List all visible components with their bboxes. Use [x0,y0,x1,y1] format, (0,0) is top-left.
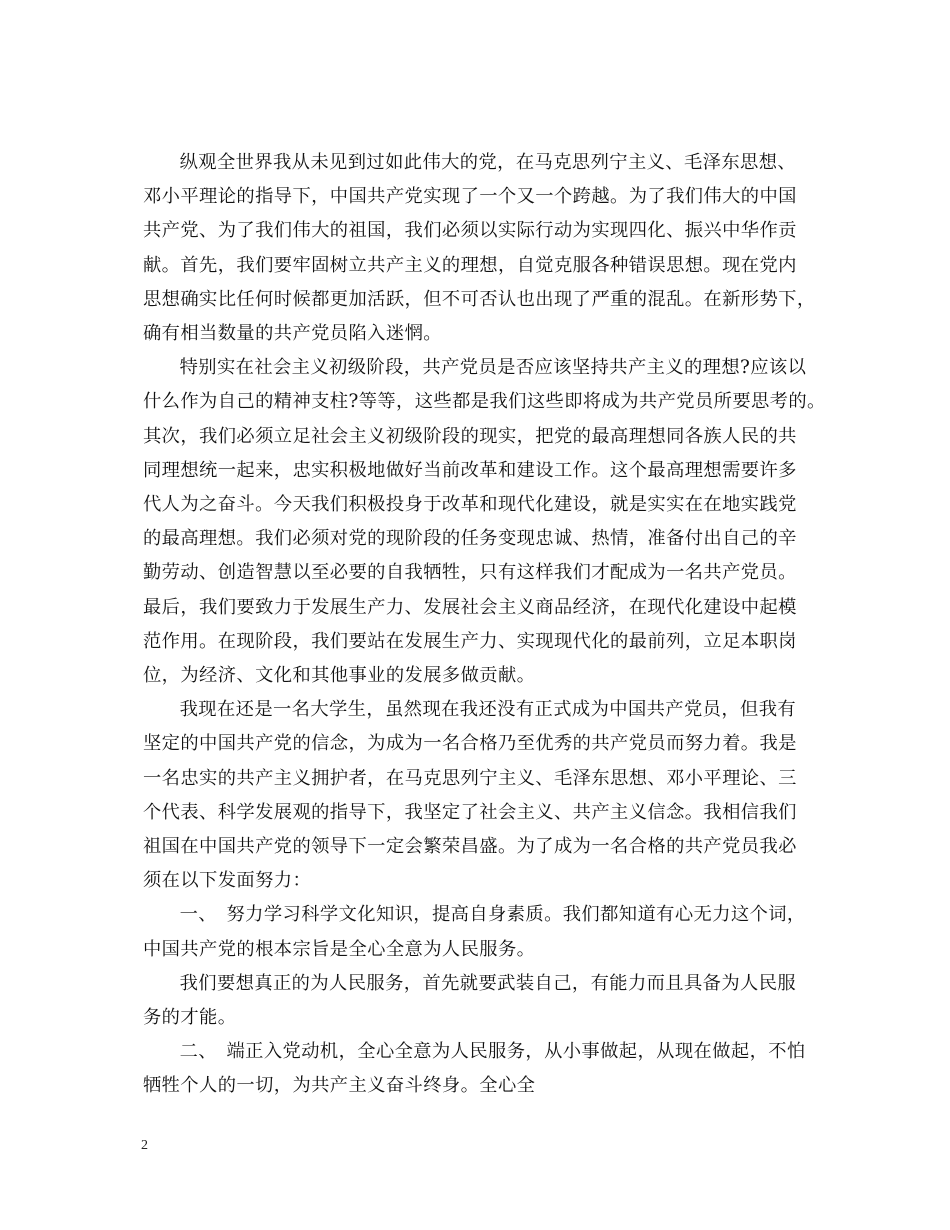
text-line: 共产党、为了我们伟大的祖国，我们必须以实际行动为实现四化、振兴中华作贡 [143,220,797,242]
text-line: 一名忠实的共产主义拥护者，在马克思列宁主义、毛泽东思想、邓小平理论、三 [143,767,797,789]
text-line: 什么作为自己的精神支柱?等等，这些都是我们这些即将成为共产党员所要思考的。 [143,391,826,413]
text-line: 务的才能。 [143,1007,237,1029]
paragraph [143,351,826,693]
text-line: 最后，我们要致力于发展生产力、发展社会主义商品经济，在现代化建设中起模 [143,596,797,618]
text-line: 同理想统一起来，忠实积极地做好当前改革和建设工作。这个最高理想需要许多 [143,459,797,481]
paragraph [143,146,815,351]
text-line: 牺牲个人的一切，为共产主义奋斗终身。全心全 [143,1075,536,1097]
text-line: 位，为经济、文化和其他事业的发展多做贡献。 [143,665,536,687]
text-line: 其次，我们必须立足社会主义初级阶段的现实，把党的最高理想同各族人民的共 [143,425,797,447]
paragraph [143,967,815,1035]
text-line: 勤劳动、创造智慧以至必要的自我牺牲，只有这样我们才配成为一名共产党员。 [143,562,797,584]
text-line: 范作用。在现阶段，我们要站在发展生产力、实现现代化的最前列，立足本职岗 [143,630,797,652]
text-line: 坚定的中国共产党的信念，为成为一名合格乃至优秀的共产党员而努力着。我是 [143,733,797,755]
text-line: 中国共产党的根本宗旨是全心全意为人民服务。 [143,938,536,960]
text-line: 纵观全世界我从未见到过如此伟大的党，在马克思列宁主义、毛泽东思想、 [179,152,797,173]
text-line: 的最高理想。我们必须对党的现阶段的任务变现忠诚、热情，准备付出自己的辛 [143,528,797,550]
page-number: 2 [141,1138,148,1153]
paragraph [143,898,815,966]
text-line: 献。首先，我们要牢固树立共产主义的理想，自觉克服各种错误思想。现在党内 [143,254,797,276]
text-line: 一、 努力学习科学文化知识，提高自身素质。我们都知道有心无力这个词， [179,904,806,926]
text-line: 二、 端正入党动机，全心全意为人民服务，从小事做起，从现在做起，不怕 [179,1041,806,1063]
text-line: 祖国在中国共产党的领导下一定会繁荣昌盛。为了成为一名合格的共产党员我必 [143,836,797,858]
text-line: 确有相当数量的共产党员陷入迷惘。 [143,323,442,345]
text-line: 我现在还是一名大学生，虽然现在我还没有正式成为中国共产党员，但我有 [179,699,797,721]
text-line: 邓小平理论的指导下，中国共产党实现了一个又一个跨越。为了我们伟大的中国 [143,186,797,208]
text-line: 须在以下发面努力： [143,870,312,892]
text-line: 思想确实比任何时候都更加活跃，但不可否认也出现了严重的混乱。在新形势下， [143,288,816,310]
paragraph [143,693,815,898]
paragraph [143,1035,815,1103]
text-line: 代人为之奋斗。今天我们积极投身于改革和现代化建设，就是实实在在地实践党 [143,494,797,516]
text-line: 个代表、科学发展观的指导下，我坚定了社会主义、共产主义信念。我相信我们 [143,801,797,823]
text-line: 我们要想真正的为人民服务，首先就要武装自己，有能力而且具备为人民服 [179,972,797,994]
text-line: 特别实在社会主义初级阶段，共产党员是否应该坚持共产主义的理想?应该以 [179,357,807,379]
body-text [143,146,826,1104]
